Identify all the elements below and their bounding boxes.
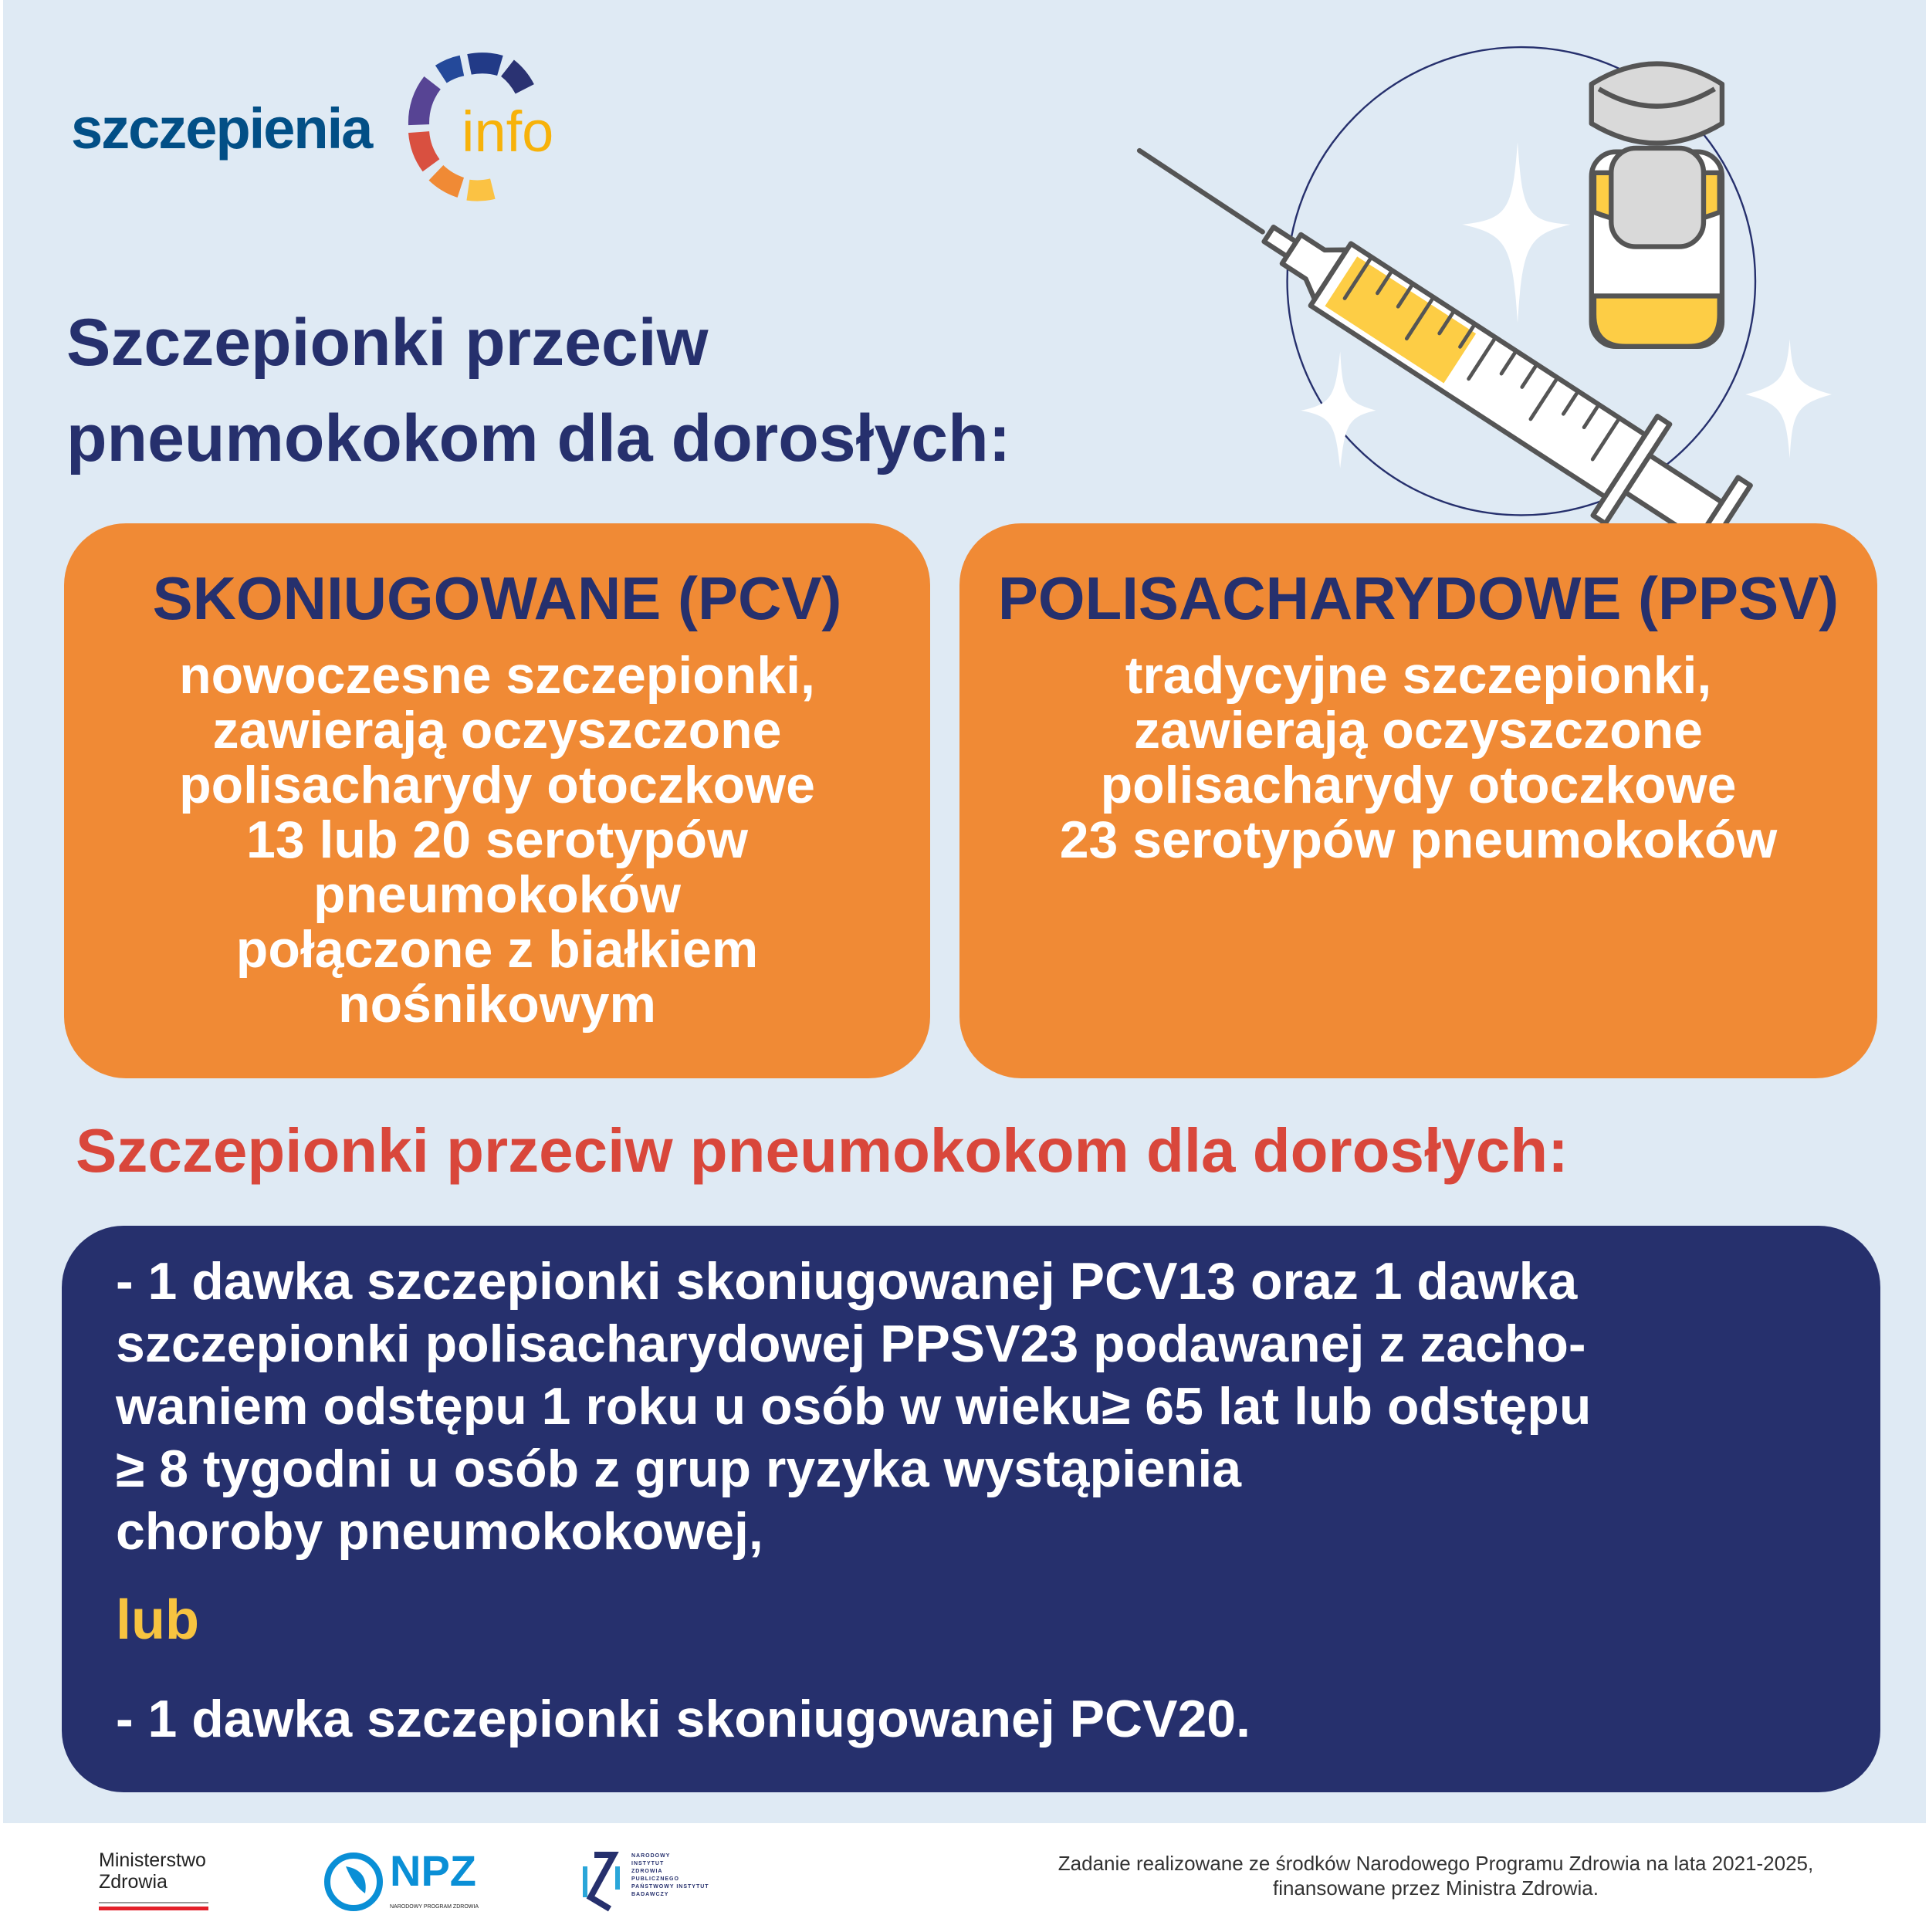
nizp-logo-text bbox=[631, 1852, 709, 1899]
card-heading: SKONIUGOWANE (PCV) bbox=[152, 564, 842, 632]
ministry-red-bar bbox=[99, 1907, 208, 1910]
card-line: tradycyjne szczepionki, bbox=[1125, 646, 1712, 705]
funding-line: finansowane przez Ministra Zdrowia. bbox=[1273, 1876, 1599, 1900]
nizp-line: NARODOWY bbox=[631, 1853, 671, 1859]
logo-suffix: info bbox=[462, 100, 554, 164]
recommendation-line: waniem odstępu 1 roku u osób w wieku≥ 65 lat lub odstępu bbox=[116, 1377, 1592, 1436]
recommendation-box bbox=[62, 1226, 1880, 1792]
npz-logo-subtitle: NARODOWY PROGRAM ZDROWIA bbox=[390, 1904, 479, 1910]
nizp-line: ZDROWIA bbox=[631, 1869, 663, 1874]
card-line: polisacharydy otoczkowe bbox=[179, 756, 815, 814]
recommendation-option2: - 1 dawka szczepionki skoniugowanej PCV20. bbox=[116, 1690, 1251, 1748]
nizp-line: INSTYTUT bbox=[631, 1861, 665, 1866]
card-line: połączone z białkiem bbox=[235, 920, 759, 979]
funding-line: Zadanie realizowane ze środków Narodowego Programu Zdrowia na lata 2021-2025, bbox=[1058, 1852, 1814, 1875]
npz-logo-icon bbox=[323, 1851, 384, 1913]
card-ppsv bbox=[959, 523, 1877, 1078]
card-heading: POLISACHARYDOWE (PPSV) bbox=[997, 564, 1839, 632]
ministry-divider bbox=[99, 1902, 208, 1903]
card-line: polisacharydy otoczkowe bbox=[1100, 756, 1737, 814]
funding-note bbox=[965, 1851, 1907, 1900]
nizp-line: BADAWCZY bbox=[631, 1892, 669, 1897]
page-title bbox=[66, 295, 1010, 486]
nizp-line: PAŃSTWOWY INSTYTUT bbox=[631, 1884, 709, 1890]
nizp-logo-icon bbox=[579, 1851, 627, 1913]
ministry-logo bbox=[99, 1849, 208, 1910]
card-line: pneumokoków bbox=[313, 865, 682, 924]
card-line: 13 lub 20 serotypów bbox=[246, 810, 748, 869]
card-pcv bbox=[64, 523, 930, 1078]
vial-icon bbox=[1592, 64, 1722, 347]
title-line: pneumokokom dla dorosłych: bbox=[66, 401, 1011, 475]
npz-logo-text: NPZ bbox=[390, 1846, 476, 1895]
card-line: 23 serotypów pneumokoków bbox=[1059, 810, 1778, 869]
card-line: nowoczesne szczepionki, bbox=[179, 646, 815, 705]
nizp-line: PUBLICZNEGO bbox=[631, 1876, 679, 1882]
ministry-line: Ministerstwo bbox=[99, 1849, 206, 1871]
recommendation-line: - 1 dawka szczepionki skoniugowanej PCV13 oraz 1 dawka bbox=[116, 1252, 1578, 1311]
logo-brand: szczepienia bbox=[71, 96, 372, 161]
recommendation-line: ≥ 8 tygodni u osób z grup ryzyka wystąpienia bbox=[116, 1440, 1242, 1498]
card-line: nośnikowym bbox=[338, 975, 656, 1034]
card-line: zawierają oczyszczone bbox=[1133, 701, 1703, 760]
section-subtitle: Szczepionki przeciw pneumokokom dla dorosłych: bbox=[76, 1116, 1569, 1185]
separator-or: lub bbox=[116, 1589, 199, 1651]
title-line: Szczepionki przeciw bbox=[66, 306, 709, 380]
ministry-line: Zdrowia bbox=[99, 1871, 168, 1893]
card-line: zawierają oczyszczone bbox=[212, 701, 782, 760]
recommendation-line: choroby pneumokokowej, bbox=[116, 1502, 763, 1561]
recommendation-line: szczepionki polisacharydowej PPSV23 podawanej z zacho- bbox=[116, 1315, 1586, 1373]
